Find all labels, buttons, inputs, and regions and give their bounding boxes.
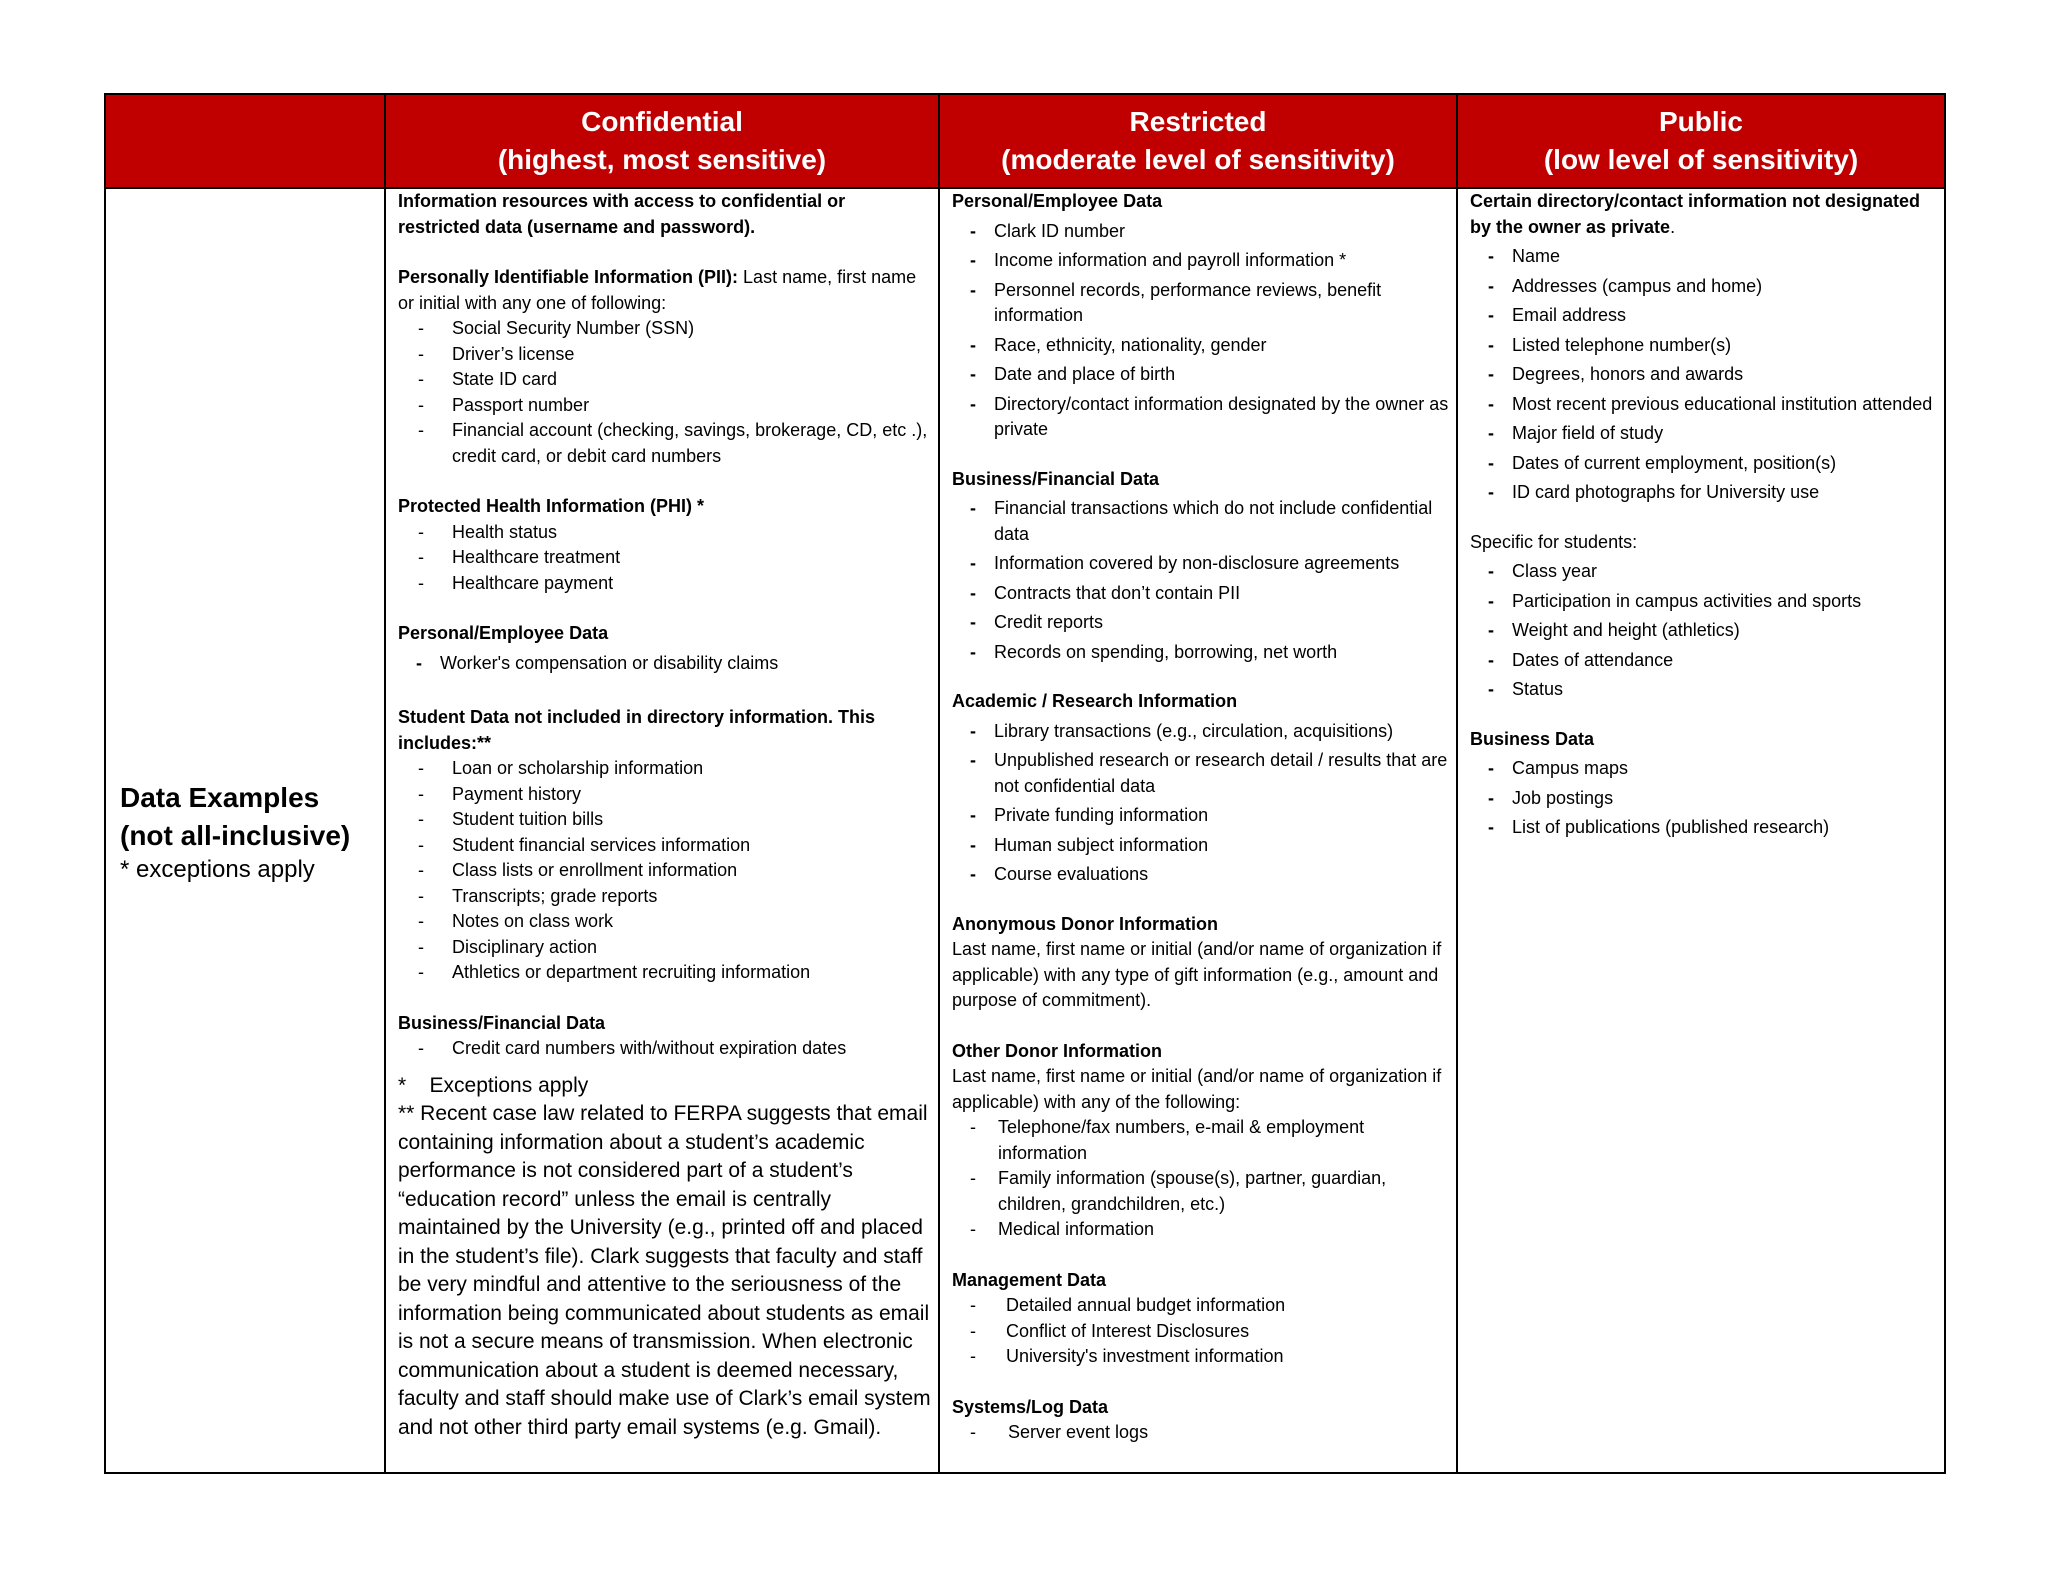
list-item: - Health status bbox=[398, 520, 932, 546]
section-heading: Business Data bbox=[1470, 728, 1595, 749]
list-item: - Course evaluations bbox=[952, 862, 1452, 888]
section-heading: Academic / Research Information bbox=[952, 691, 1238, 711]
list-item: - Listed telephone number(s) bbox=[1470, 333, 1940, 359]
list-item: - Weight and height (athletics) bbox=[1470, 618, 1940, 644]
list-item: - Medical information bbox=[952, 1217, 1452, 1243]
list-item: - Clark ID number bbox=[952, 219, 1452, 245]
list-item: - Transcripts; grade reports bbox=[398, 884, 932, 910]
list-item: - Loan or scholarship information bbox=[398, 756, 932, 782]
section-heading: Management Data bbox=[952, 1269, 1107, 1290]
list-item: - Income information and payroll information * bbox=[952, 248, 1452, 274]
list-item: - Name bbox=[1470, 244, 1940, 270]
list-item: - List of publications (published research) bbox=[1470, 815, 1940, 841]
list-item: - Major field of study bbox=[1470, 421, 1940, 447]
directory-list bbox=[1470, 244, 1940, 506]
list-item: - Library transactions (e.g., circulation, acquisitions) bbox=[952, 719, 1452, 745]
academic-list bbox=[952, 719, 1452, 888]
restricted-cell bbox=[952, 189, 1452, 1472]
list-item: - Student tuition bills bbox=[398, 807, 932, 833]
list-item: - ID card photographs for University use bbox=[1470, 480, 1940, 506]
section-heading: Personal/Employee Data bbox=[398, 623, 609, 643]
list-item: - Job postings bbox=[1470, 786, 1940, 812]
list-item: - Records on spending, borrowing, net worth bbox=[952, 640, 1452, 666]
row-label: Data Examples (not all-inclusive) * exceptions apply bbox=[120, 782, 351, 883]
students-label: Specific for students: bbox=[1470, 531, 1638, 552]
list-item: - Passport number bbox=[398, 393, 932, 419]
header-public: Public (low level of sensitivity) bbox=[1543, 106, 1859, 175]
list-item: - University's investment information bbox=[952, 1344, 1452, 1370]
list-item: - Driver’s license bbox=[398, 342, 932, 368]
list-item: - Credit card numbers with/without expiration dates bbox=[398, 1036, 932, 1062]
systems-list bbox=[952, 1420, 1452, 1446]
business-list bbox=[398, 1036, 932, 1062]
business-list bbox=[952, 496, 1452, 665]
list-item: - Financial transactions which do not include confidential data bbox=[952, 496, 1452, 547]
list-item: - Email address bbox=[1470, 303, 1940, 329]
list-item: - Worker's compensation or disability claims bbox=[398, 651, 932, 677]
donor-list bbox=[952, 1115, 1452, 1243]
list-item: - Private funding information bbox=[952, 803, 1452, 829]
phi-list bbox=[398, 520, 932, 597]
list-item: - Date and place of birth bbox=[952, 362, 1452, 388]
section-heading: Business/Financial Data bbox=[952, 468, 1160, 489]
list-item: - Contracts that don’t contain PII bbox=[952, 581, 1452, 607]
pii-section: Personally Identifiable Information (PII): Last name, first name or initial with any one of following: bbox=[398, 267, 917, 313]
section-heading: Anonymous Donor Information bbox=[952, 913, 1218, 934]
column-divider bbox=[938, 95, 940, 1472]
list-item: - Student financial services information bbox=[398, 833, 932, 859]
list-item: - Server event logs bbox=[952, 1420, 1452, 1446]
list-item: - Addresses (campus and home) bbox=[1470, 274, 1940, 300]
list-item: - Credit reports bbox=[952, 610, 1452, 636]
employee-list bbox=[398, 651, 932, 677]
public-intro: Certain directory/contact information not designated by the owner as private. bbox=[1470, 191, 1921, 237]
footnote-exceptions: * Exceptions apply bbox=[398, 1073, 589, 1097]
public-cell bbox=[1470, 189, 1940, 1472]
other-donor-text: Last name, first name or initial (and/or name of organization if applicable) with any of the following: bbox=[952, 1066, 1442, 1112]
list-item: - Financial account (checking, savings, brokerage, CD, etc .), credit card, or debit card numbers bbox=[398, 418, 932, 469]
header-restricted: Restricted (moderate level of sensitivity) bbox=[1001, 106, 1395, 175]
column-divider bbox=[1456, 95, 1458, 1472]
list-item: - State ID card bbox=[398, 367, 932, 393]
column-divider bbox=[384, 95, 386, 1472]
data-classification-table bbox=[104, 93, 1946, 1474]
list-item: - Family information (spouse(s), partner, guardian, children, grandchildren, etc.) bbox=[952, 1166, 1452, 1217]
list-item: - Directory/contact information designated by the owner as private bbox=[952, 392, 1452, 443]
list-item: - Healthcare treatment bbox=[398, 545, 932, 571]
pii-list bbox=[398, 316, 932, 469]
section-heading: Business/Financial Data bbox=[398, 1012, 606, 1033]
list-item: - Class year bbox=[1470, 559, 1940, 585]
list-item: - Conflict of Interest Disclosures bbox=[952, 1319, 1452, 1345]
list-item: - Degrees, honors and awards bbox=[1470, 362, 1940, 388]
list-item: - Race, ethnicity, nationality, gender bbox=[952, 333, 1452, 359]
list-item: - Campus maps bbox=[1470, 756, 1940, 782]
list-item: - Notes on class work bbox=[398, 909, 932, 935]
list-item: - Dates of attendance bbox=[1470, 648, 1940, 674]
student-list bbox=[1470, 559, 1940, 703]
list-item: - Participation in campus activities and sports bbox=[1470, 589, 1940, 615]
list-item: - Athletics or department recruiting information bbox=[398, 960, 932, 986]
list-item: - Disciplinary action bbox=[398, 935, 932, 961]
list-item: - Telephone/fax numbers, e-mail & employment information bbox=[952, 1115, 1452, 1166]
list-item: - Personnel records, performance reviews, benefit information bbox=[952, 278, 1452, 329]
list-item: - Status bbox=[1470, 677, 1940, 703]
employee-list bbox=[952, 219, 1452, 443]
section-heading: Personal/Employee Data bbox=[952, 191, 1163, 211]
list-item: - Dates of current employment, position(s) bbox=[1470, 451, 1940, 477]
footnote-ferpa: ** Recent case law related to FERPA suggests that email containing information about a student’s academic performance is not considered part of a student’s “education record” unless the email is centrally maintained by the University (e.g., printed off and placed in the student’s file). Clark suggests that faculty and staff be very mindful and attentive to the seriousness of the information being communicated about students as email is not a secure means of transmission. When electronic communication about a student is deemed necessary, faculty and staff should make use of Clark’s email system and not other third party email systems (e.g. Gmail). bbox=[398, 1102, 931, 1439]
header-confidential: Confidential (highest, most sensitive) bbox=[497, 106, 827, 175]
list-item: - Information covered by non-disclosure agreements bbox=[952, 551, 1452, 577]
confidential-cell: Information resources with access to confidential or restricted data (username and password). Personally Identifiable Information (PII): Last name, first name or initial with any one of following: - Social Security Number (SSN) - Driver’s license - State ID card - Passport number - Financial account (checking, savings, brokerage, CD, etc .), credit card, or debit card numbers Protected Health Information (PHI) * - Health status - Healthcare treatment - Healthcare payment Personal/Employee Data - Worker's compensation or disability claims Student Data not included in directory information. This includes:** - Loan or scholarship information - Payment history - Student tuition bills - Student financial services information - Class lists or enrollment information - Transcripts; grade reports - Notes on class work - Disciplinary action - Athletics or department recruiting information Business/Financial Data - Credit card numbers with/without expiration dates * Exceptions apply ** Recent case law related to FERPA suggests that email containing information about a student’s academic performance is not considered part of a student’s “education record” unless the email is centrally maintained by the University (e.g., printed off and placed in the student’s file). Clark suggests that faculty and staff be very mindful and attentive to the seriousness of the information being communicated about students as email is not a secure means of transmission. When electronic communication about a student is deemed necessary, faculty and staff should make use of Clark’s email system and not other third party email systems (e.g. Gmail). bbox=[398, 189, 938, 1472]
anonymous-donor-text: Last name, first name or initial (and/or name of organization if applicable) with any type of gift information (e.g., amount and purpose of commitment). bbox=[952, 939, 1442, 1010]
list-item: - Social Security Number (SSN) bbox=[398, 316, 932, 342]
student-list bbox=[398, 756, 932, 986]
list-item: - Detailed annual budget information bbox=[952, 1293, 1452, 1319]
section-heading: Student Data not included in directory information. This includes:** bbox=[398, 707, 876, 753]
section-heading: Systems/Log Data bbox=[952, 1396, 1109, 1417]
section-heading: Protected Health Information (PHI) * bbox=[398, 496, 705, 516]
management-list bbox=[952, 1293, 1452, 1370]
list-item: - Payment history bbox=[398, 782, 932, 808]
list-item: - Unpublished research or research detail / results that are not confidential data bbox=[952, 748, 1452, 799]
list-item: - Most recent previous educational institution attended bbox=[1470, 392, 1940, 418]
list-item: - Healthcare payment bbox=[398, 571, 932, 597]
list-item: - Class lists or enrollment information bbox=[398, 858, 932, 884]
business-list bbox=[1470, 756, 1940, 841]
section-heading: Other Donor Information bbox=[952, 1040, 1162, 1061]
list-item: - Human subject information bbox=[952, 833, 1452, 859]
